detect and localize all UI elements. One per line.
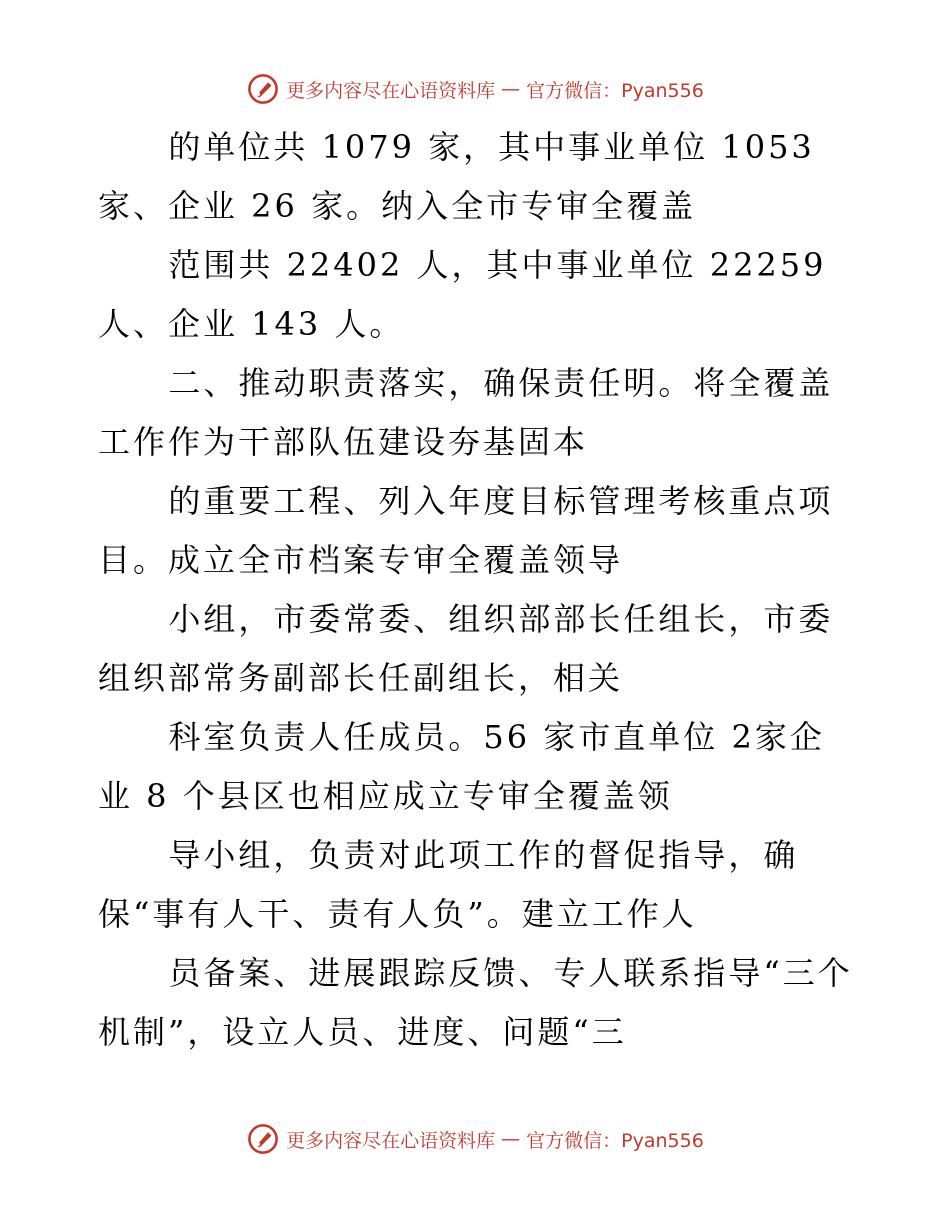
watermark-brand: 更多内容尽在心语资料库 [286,79,496,102]
pen-nib-logo-icon [246,72,280,106]
watermark-contact: 官方微信：Pyan556 [526,1129,704,1152]
document-body [98,118,858,1062]
watermark-separator: — [501,1128,521,1150]
header-watermark [0,72,950,106]
paragraph: 的单位共 1079 家，其中事业单位 1053 家、企业 26 家。纳入全市专审全覆盖 [98,128,815,225]
paragraph: 的重要工程、列入年度目标管理考核重点项目。成立全市档案专审全覆盖领导 [98,482,834,579]
pen-nib-logo-icon [246,1122,280,1156]
watermark-brand: 更多内容尽在心语资料库 [286,1129,496,1152]
paragraph: 小组，市委常委、组织部部长任组长，市委组织部常务副部长任副组长，相关 [98,600,834,697]
watermark-separator: — [501,78,521,100]
paragraph: 二、推动职责落实，确保责任明。将全覆盖工作作为干部队伍建设夯基固本 [98,364,834,461]
paragraph: 员备案、进展跟踪反馈、专人联系指导“三个机制”，设立人员、进度、问题“三 [98,954,853,1051]
watermark-contact: 官方微信：Pyan556 [526,79,704,102]
footer-watermark [0,1122,950,1156]
paragraph: 范围共 22402 人，其中事业单位 22259 人、企业 143 人。 [98,246,827,343]
paragraph: 导小组，负责对此项工作的督促指导，确保“事有人干、责有人负”。建立工作人 [98,836,799,933]
paragraph: 科室负责人任成员。56 家市直单位 2家企业 8 个县区也相应成立专审全覆盖领 [98,718,825,815]
